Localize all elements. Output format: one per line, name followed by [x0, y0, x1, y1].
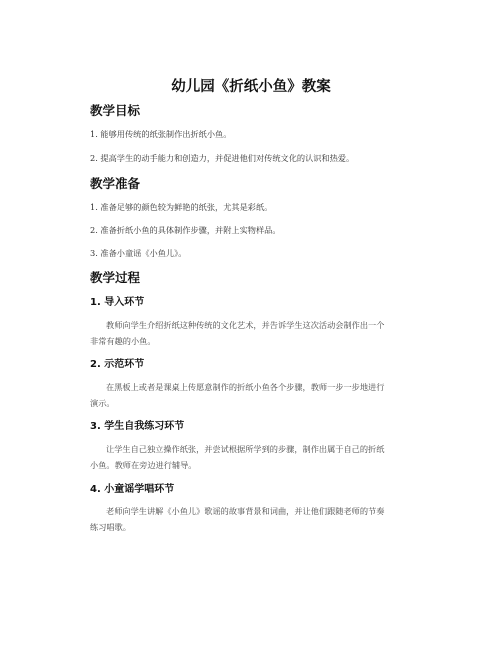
text-line: 教师向学生介绍折纸这种传统的文化艺术，并告诉学生这次活动会制作出一个 [106, 320, 385, 330]
prep-item: 3. 准备小童谣《小鱼儿》。 [90, 248, 187, 258]
text-line: 小鱼。教师在旁边进行辅导。 [90, 460, 197, 470]
text-line: 让学生自己独立操作纸张，并尝试根据所学到的步骤，制作出属于自己的折纸 [106, 444, 385, 454]
process-step-title: 1. 导入环节 [90, 297, 145, 308]
text-line: 老师向学生讲解《小鱼儿》歌谣的故事背景和词曲，并让他们跟随老师的节奏 [106, 506, 385, 516]
text-line: 非常有趣的小鱼。 [90, 336, 156, 346]
section-heading-goals: 教学目标 [90, 103, 141, 118]
section-heading-prep: 教学准备 [90, 176, 141, 191]
section-heading-process: 教学过程 [90, 270, 141, 285]
text-line: 演示。 [90, 398, 115, 408]
text-line: 在黑板上或者是课桌上传愿意制作的折纸小鱼各个步骤，教师一步一步地进行 [106, 382, 385, 392]
goal-item: 2. 提高学生的动手能力和创造力，并促进他们对传统文化的认识和热爱。 [90, 153, 355, 163]
text-line: 练习唱歌。 [90, 522, 131, 532]
prep-item: 2. 准备折纸小鱼的具体制作步骤，并附上实物样品。 [90, 225, 281, 235]
process-step-text [90, 503, 422, 535]
process-step-text [90, 379, 422, 411]
process-step-text [90, 441, 422, 473]
prep-item: 1. 准备足够的颜色较为鲜艳的纸张，尤其是彩纸。 [90, 202, 273, 212]
process-step-title: 4. 小童谣学唱环节 [90, 484, 175, 495]
process-step-title: 3. 学生自我练习环节 [90, 421, 185, 432]
document-title: 幼儿园《折纸小鱼》教案 [171, 79, 331, 95]
process-step-text [90, 317, 422, 349]
goal-item: 1. 能够用传统的纸张制作出折纸小鱼。 [90, 129, 232, 139]
process-step-title: 2. 示范环节 [90, 359, 145, 370]
